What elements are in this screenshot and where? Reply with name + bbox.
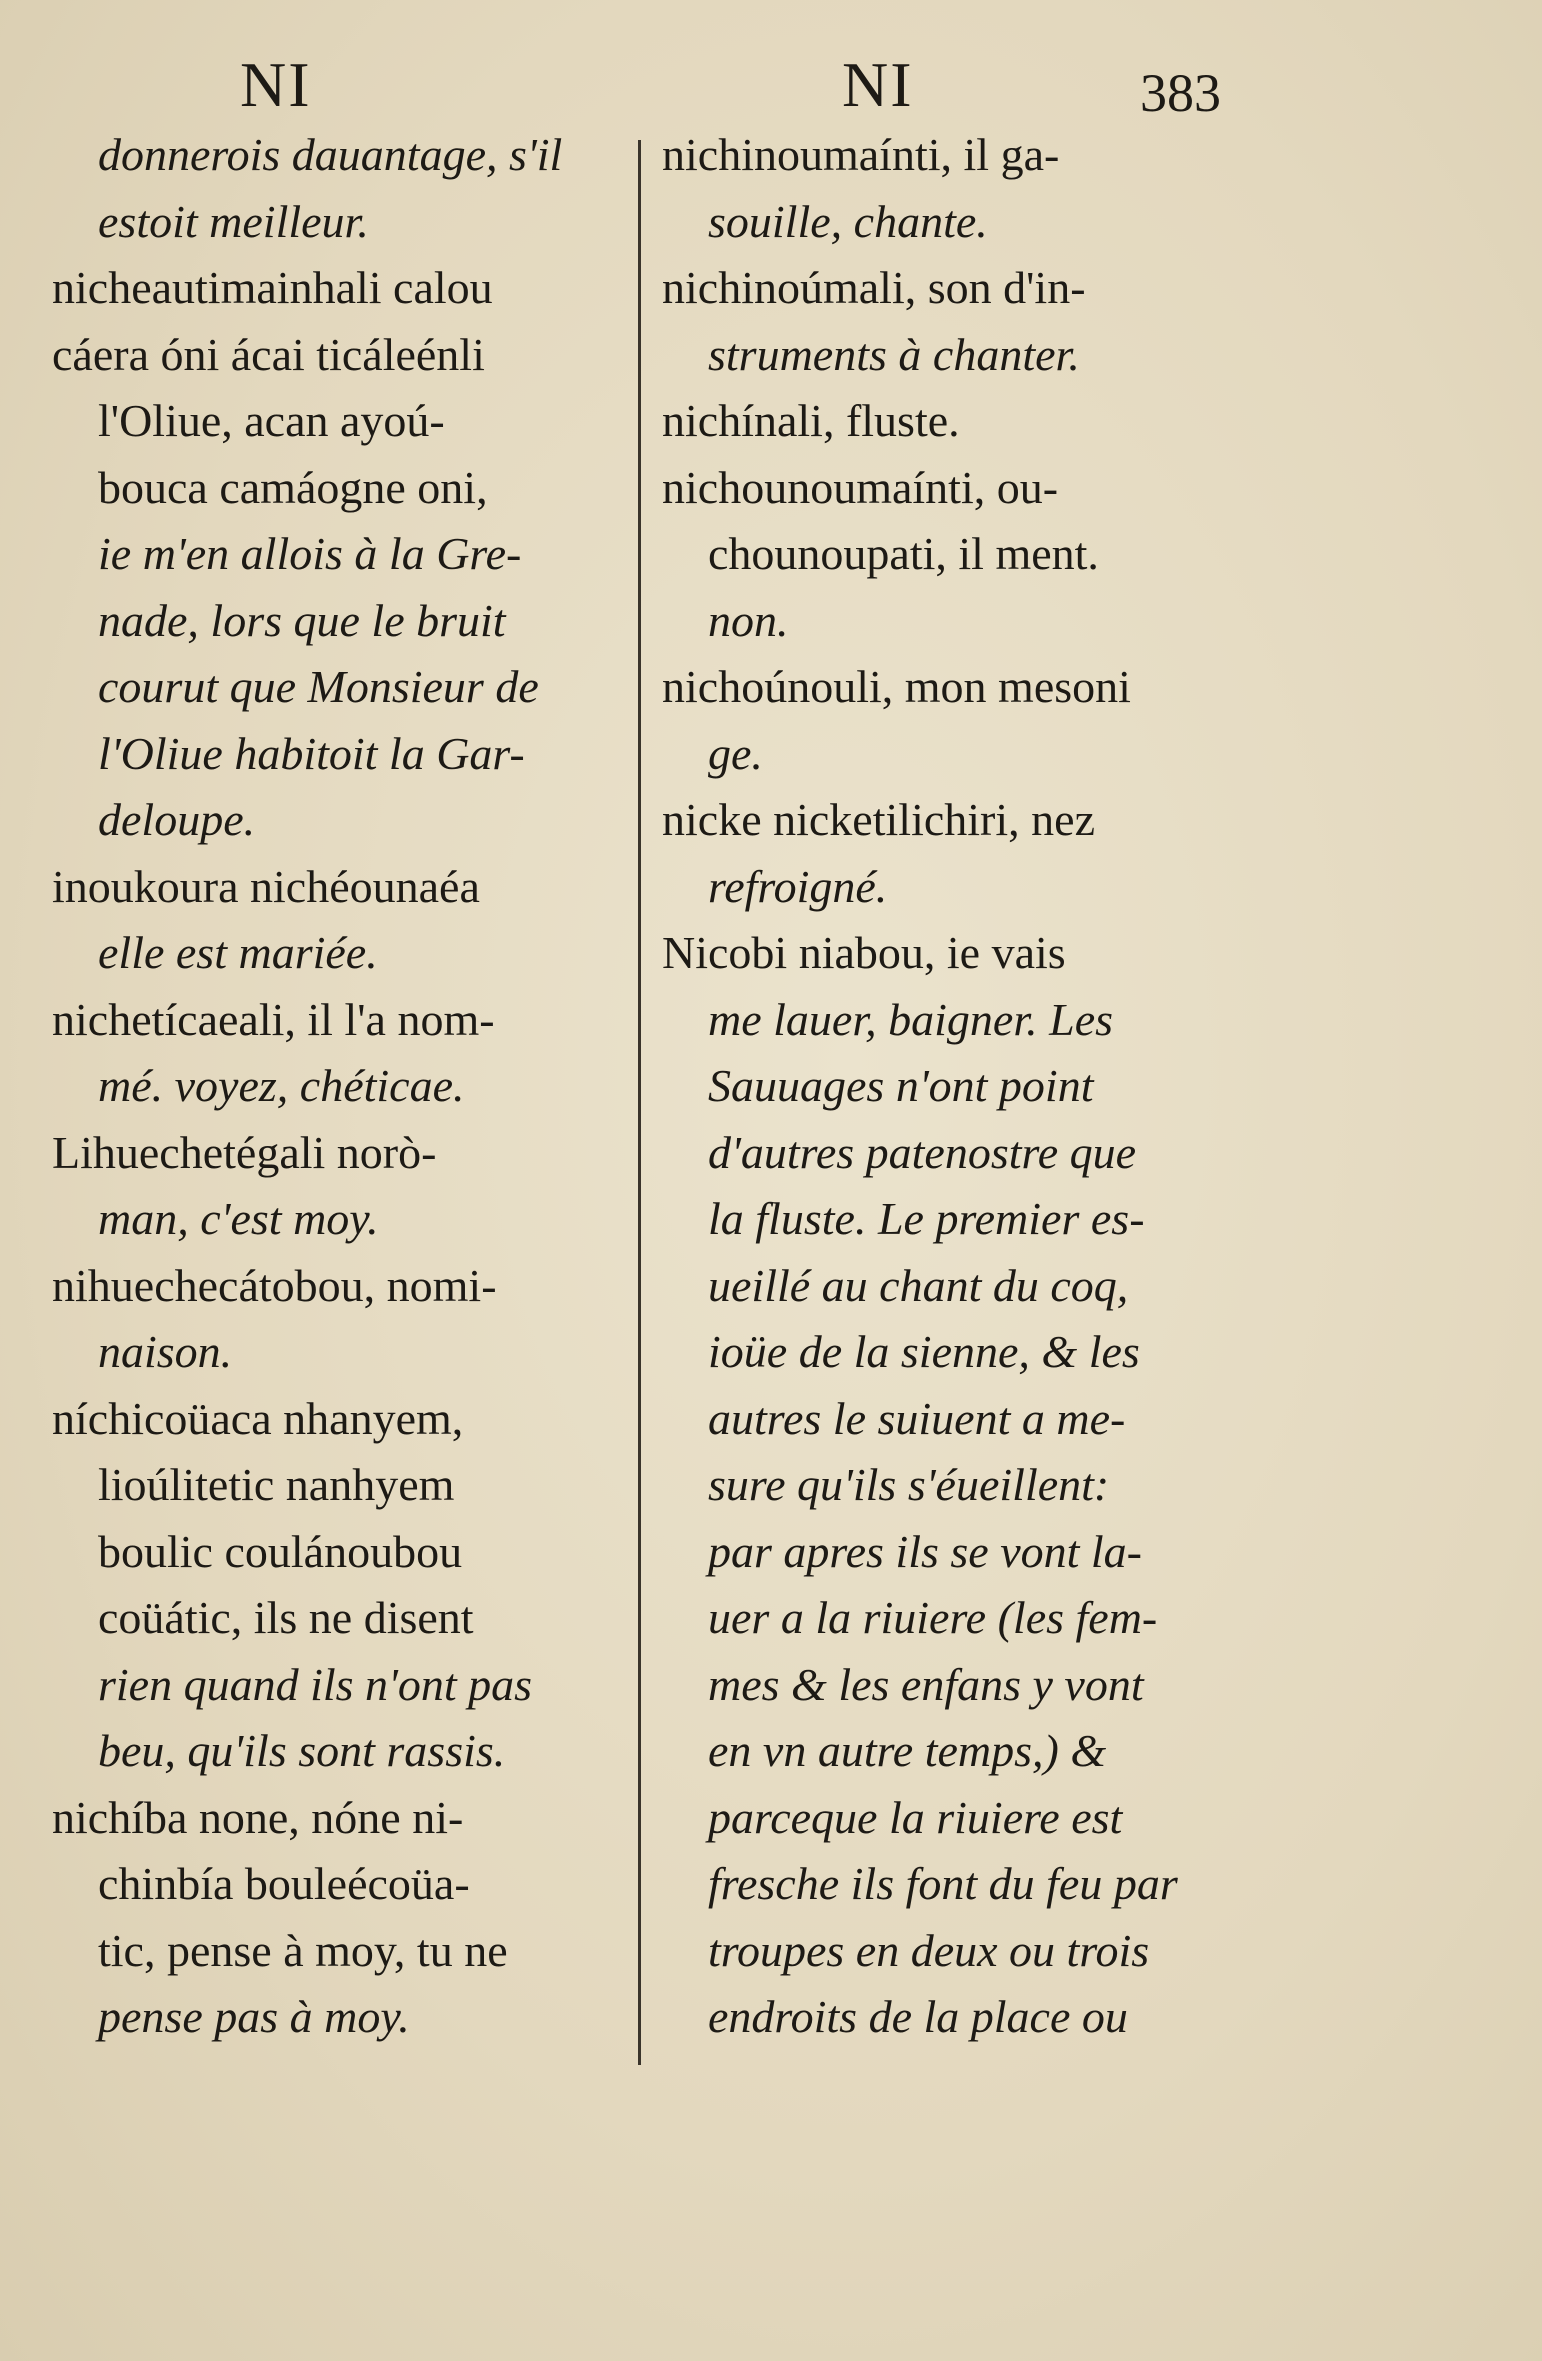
entry-headword-line: lioúlitetic nanhyem bbox=[98, 1459, 455, 1510]
entry-gloss-line: troupes en deux ou trois bbox=[708, 1924, 1150, 1976]
entry-headword-line: boulic coulánoubou bbox=[98, 1525, 463, 1577]
dictionary-entry bbox=[662, 787, 1272, 920]
dictionary-entry bbox=[52, 122, 612, 255]
entry-headword-line: Nicobi niabou, ie vais bbox=[662, 927, 1066, 978]
entry-gloss-line: courut que Monsieur de bbox=[98, 661, 539, 712]
entry-gloss-line: sure qu'ils s'éueillent: bbox=[708, 1459, 1110, 1510]
entry-gloss-line: non. bbox=[708, 594, 789, 646]
entry-headword-line: chinbía bouleécoüa- bbox=[98, 1858, 470, 1909]
entry-headword-line: nichíba none, nóne ni- bbox=[52, 1791, 464, 1843]
entry-headword-line: cáera óni ácai ticáleénli bbox=[52, 328, 485, 380]
entry-gloss-line: refroigné. bbox=[708, 860, 888, 912]
dictionary-entry bbox=[52, 854, 612, 987]
dictionary-entry bbox=[52, 1785, 612, 2051]
entry-headword-line: bouca camáogne oni, bbox=[98, 461, 488, 513]
entry-gloss-line: souille, chante. bbox=[708, 195, 988, 247]
entry-headword-line: nichounoumaínti, ou- bbox=[662, 461, 1059, 513]
entry-gloss-line: ie m'en allois à la Gre- bbox=[98, 528, 522, 579]
dictionary-entry bbox=[662, 122, 1272, 255]
dictionary-entry bbox=[52, 987, 612, 1120]
entry-gloss-line: Sauuages n'ont point bbox=[708, 1060, 1094, 1111]
left-column bbox=[52, 122, 612, 2051]
dictionary-entry bbox=[52, 255, 612, 854]
entry-gloss-line: la fluste. Le premier es- bbox=[708, 1193, 1145, 1244]
entry-gloss-line: elle est mariée. bbox=[98, 927, 378, 978]
entry-headword-line: níchicoüaca nhanyem, bbox=[52, 1392, 464, 1444]
entry-headword-line: inoukoura nichéounaéa bbox=[52, 860, 480, 912]
dictionary-entry bbox=[52, 1386, 612, 1785]
entry-headword-line: nihuechecátobou, nomi- bbox=[52, 1259, 497, 1311]
running-header-left: NI bbox=[240, 49, 312, 120]
dictionary-entry bbox=[52, 1253, 612, 1386]
entry-headword-line: nichinoumaínti, il ga- bbox=[662, 129, 1060, 180]
entry-headword-line: nichínali, fluste. bbox=[662, 395, 960, 446]
entry-gloss-line: pense pas à moy. bbox=[98, 1991, 410, 2042]
entry-gloss-line: mé. voyez, chéticae. bbox=[98, 1060, 465, 1111]
entry-gloss-line: rien quand ils n'ont pas bbox=[98, 1658, 533, 1710]
entry-gloss-line: par apres ils se vont la- bbox=[708, 1525, 1142, 1577]
dictionary-entry bbox=[662, 455, 1272, 655]
page-number: 383 bbox=[1140, 63, 1221, 123]
entry-gloss-line: parceque la riuiere est bbox=[708, 1791, 1123, 1843]
entry-headword-line: nichinoúmali, son d'in- bbox=[662, 262, 1086, 313]
entry-gloss-line: estoit meilleur. bbox=[98, 195, 369, 247]
dictionary-entry bbox=[662, 388, 1272, 455]
running-header-right: NI bbox=[842, 49, 914, 120]
entry-headword-line: nichoúnouli, mon mesonі bbox=[662, 661, 1131, 712]
entry-gloss-line: endroits de la place ou bbox=[708, 1991, 1128, 2042]
entry-gloss-line: ioüe de la sienne, & les bbox=[708, 1326, 1140, 1377]
entry-gloss-line: beu, qu'ils sont rassis. bbox=[98, 1725, 506, 1776]
entry-gloss-line: ge. bbox=[708, 727, 763, 779]
entry-headword-line: nicheautimainhali calou bbox=[52, 262, 493, 313]
column-divider bbox=[638, 140, 641, 2065]
dictionary-entry bbox=[52, 1120, 612, 1253]
entry-gloss-line: donnerois dauantage, s'il bbox=[98, 129, 563, 180]
entry-gloss-line: me lauer, baigner. Les bbox=[708, 993, 1114, 1045]
entry-gloss-line: fresche ils font du feu par bbox=[708, 1858, 1178, 1909]
right-column bbox=[662, 122, 1272, 2051]
entry-gloss-line: naison. bbox=[98, 1326, 233, 1377]
entry-gloss-line: ueillé au chant du coq, bbox=[708, 1259, 1129, 1311]
entry-gloss-line: d'autres patenostre que bbox=[708, 1126, 1137, 1178]
entry-headword-line: Lihuechetégali norò- bbox=[52, 1126, 437, 1178]
entry-headword-line: coüátic, ils ne disent bbox=[98, 1592, 474, 1643]
entry-headword-line: nicke nicketilichiri, nez bbox=[662, 794, 1095, 845]
entry-headword-line: nichetícaeali, il l'a nom- bbox=[52, 993, 495, 1045]
entry-headword-line: chounoupati, il ment. bbox=[708, 528, 1099, 579]
entry-headword-line: l'Oliue, acan ayoú- bbox=[98, 395, 445, 446]
entry-gloss-line: struments à chanter. bbox=[708, 328, 1080, 380]
entry-headword-line: tic, pense à moy, tu ne bbox=[98, 1924, 508, 1976]
dictionary-entry bbox=[662, 255, 1272, 388]
entry-gloss-line: en vn autre temps,) & bbox=[708, 1725, 1107, 1776]
dictionary-entry bbox=[662, 654, 1272, 787]
entry-gloss-line: nade, lors que le bruit bbox=[98, 594, 506, 646]
entry-gloss-line: deloupe. bbox=[98, 794, 256, 845]
entry-gloss-line: mes & les enfans y vont bbox=[708, 1658, 1144, 1710]
dictionary-entry bbox=[662, 920, 1272, 2051]
entry-gloss-line: l'Oliue habitoit la Gar- bbox=[98, 727, 525, 779]
entry-gloss-line: uer a la riuiere (les fem- bbox=[708, 1592, 1158, 1643]
entry-gloss-line: autres le suiuent a me- bbox=[708, 1392, 1126, 1444]
entry-gloss-line: man, c'est moy. bbox=[98, 1193, 379, 1244]
